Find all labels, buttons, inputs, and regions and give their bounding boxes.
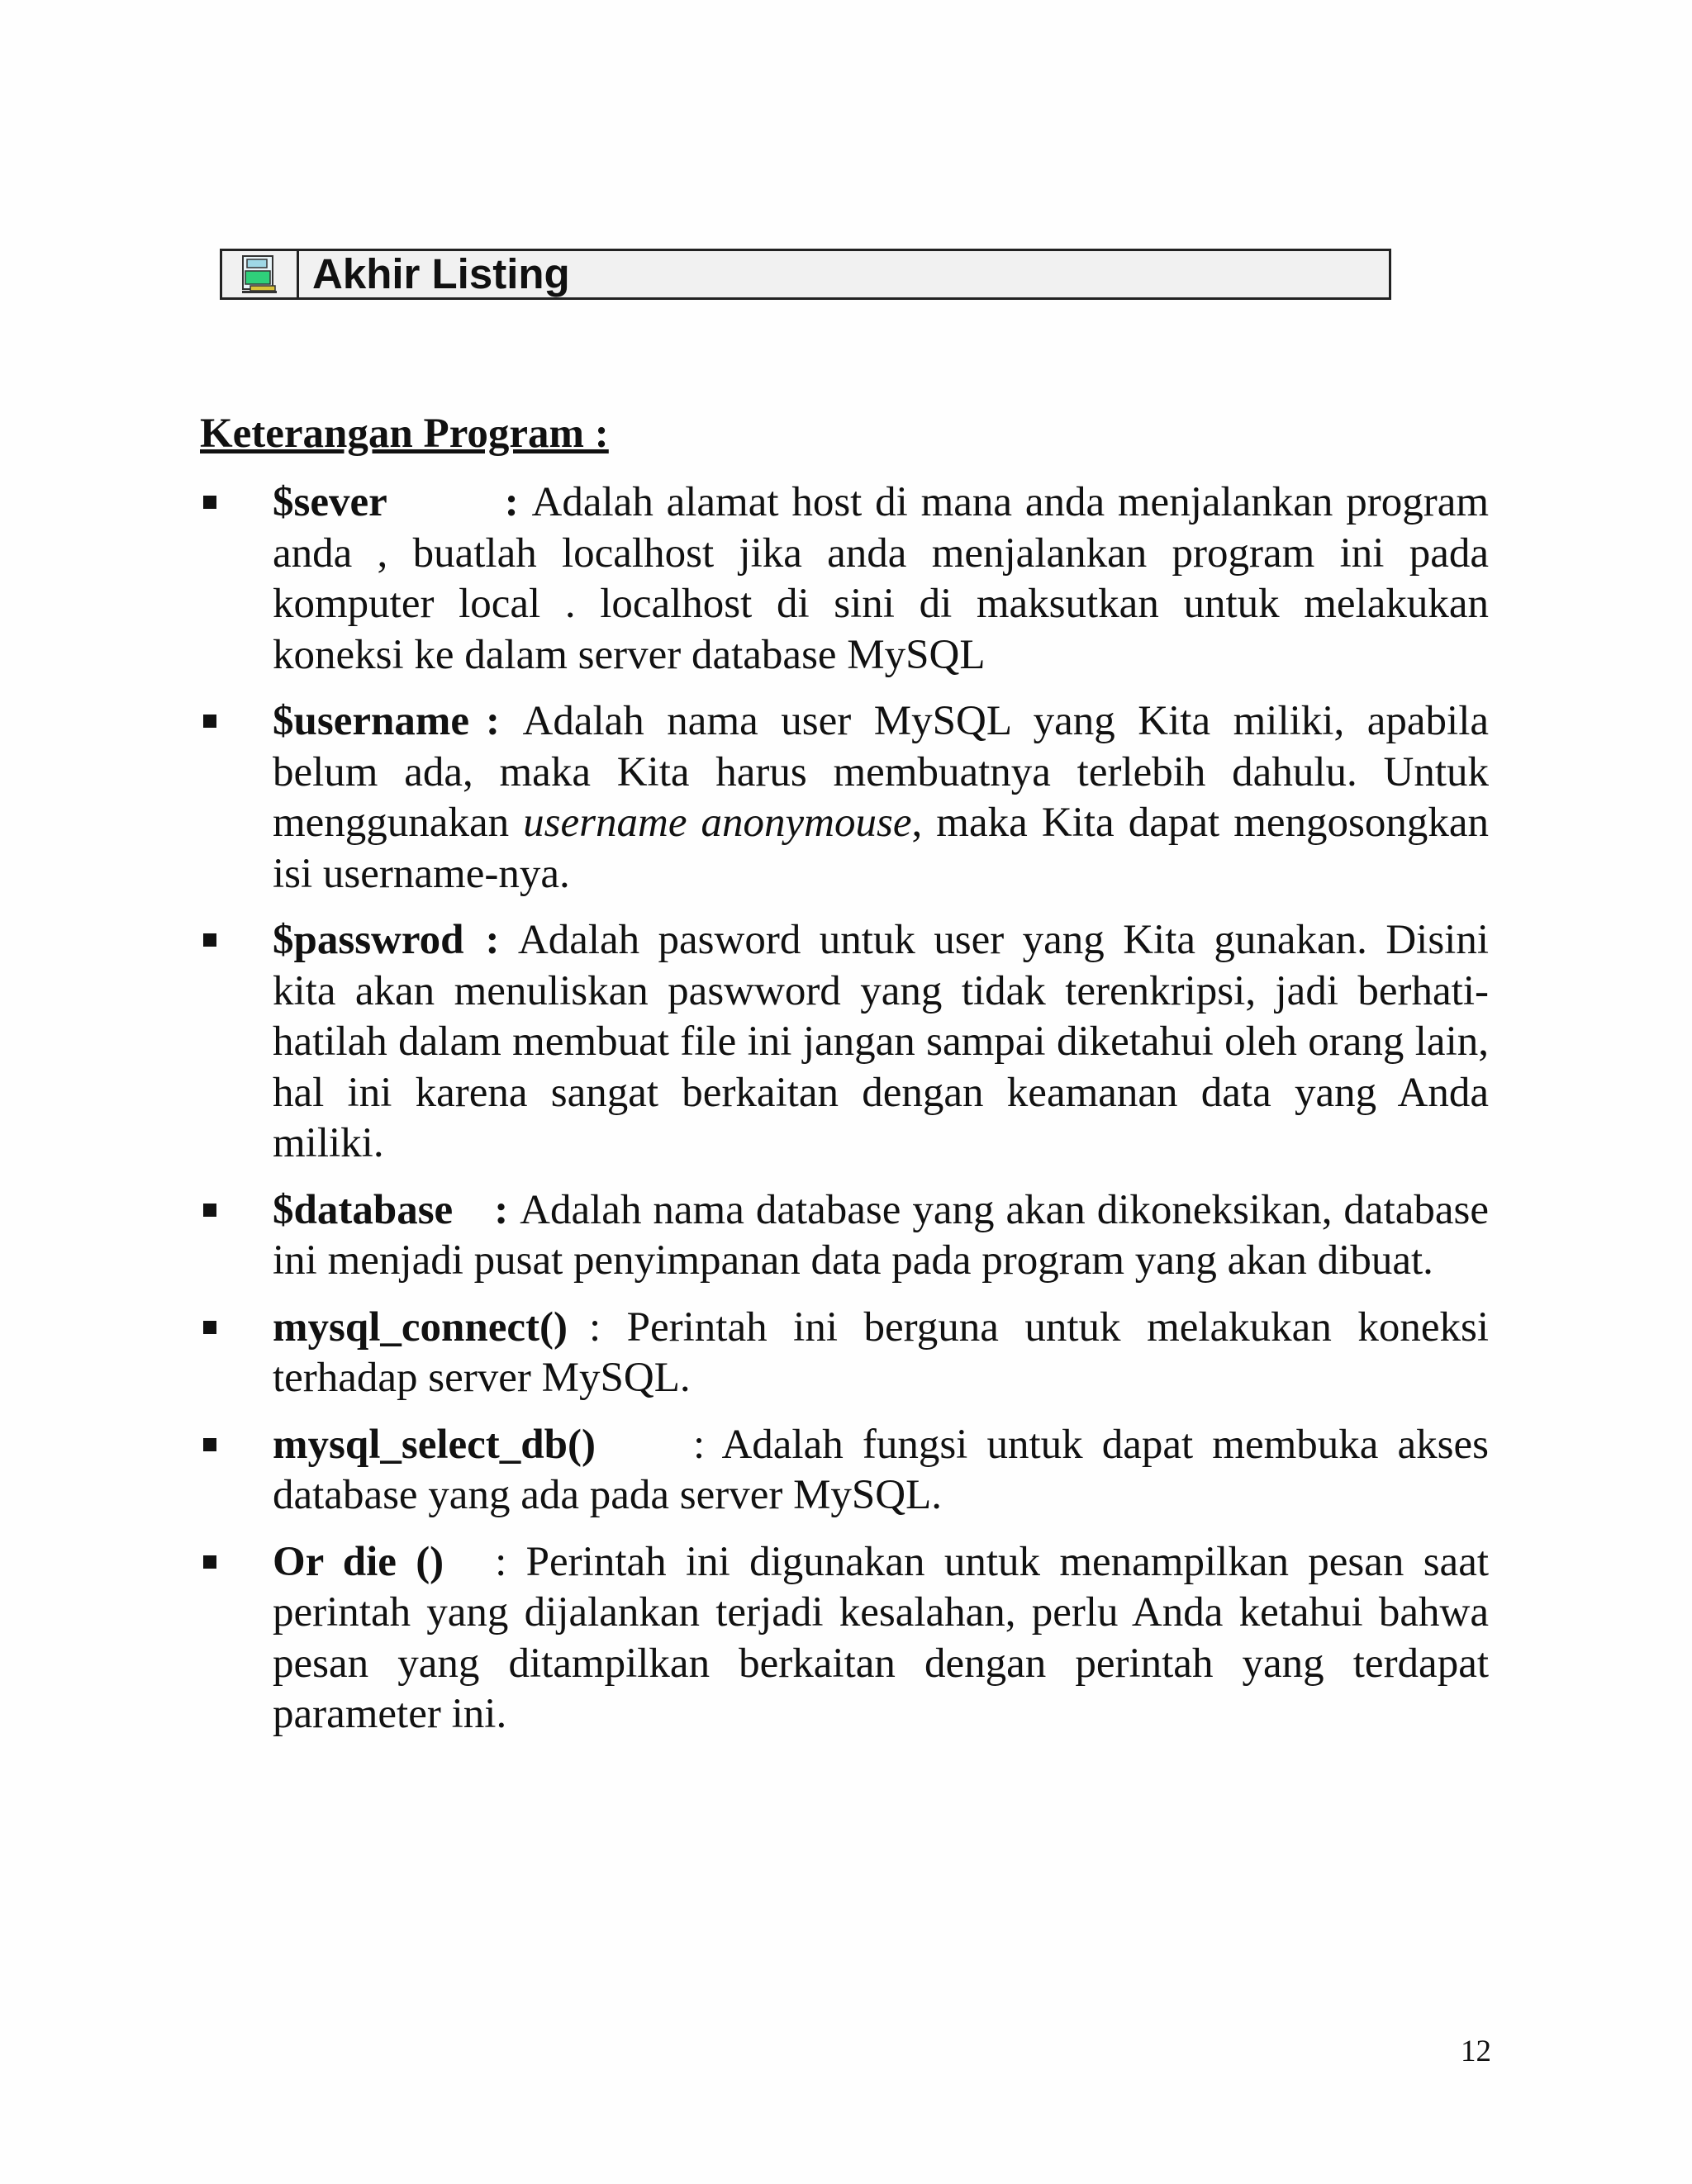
term-mysql-connect: mysql_connect() (273, 1303, 568, 1351)
list-item: $database : Adalah nama database yang akan dikoneksikan, database ini menjadi pusat penyimpanan data pada program yang akan dibuat. (200, 1185, 1489, 1287)
term-mysql-select-db: mysql_select_db() (273, 1421, 596, 1468)
square-bullet-icon (203, 1555, 216, 1569)
list-item: mysql_select_db() : Adalah fungsi untuk dapat membuka akses database yang ada pada server MySQL. (200, 1420, 1489, 1522)
program-notes-list (200, 477, 1489, 1756)
square-bullet-icon (203, 715, 216, 728)
list-item: mysql_connect() : Perintah ini berguna untuk melakukan koneksi terhadap server MySQL. (200, 1303, 1489, 1404)
square-bullet-icon (203, 1321, 216, 1334)
listing-title: Akhir Listing (312, 250, 570, 297)
item-description-end: , maka Kita dapat mengosongkan isi username-nya. (273, 800, 1490, 897)
square-bullet-icon (203, 1438, 216, 1451)
term-passwrod: $passwrod (273, 917, 464, 963)
list-item: $sever : Adalah alamat host di mana anda menjalankan program anda , buatlah localhost jika anda menjalankan program ini pada komputer local . localhost di sini di maksutkan untuk melakukan koneksi ke dalam server database MySQL (200, 477, 1489, 681)
list-item: $username : Adalah nama user MySQL yang Kita miliki, apabila belum ada, maka Kita harus membuatnya terlebih dahulu. Untuk menggunakan username anonymouse, maka Kita dapat mengosongkan isi username-nya. (200, 696, 1489, 900)
item-description: Perintah ini berguna untuk melakukan koneksi terhadap server MySQL. (273, 1303, 1490, 1401)
list-item: Or die () : Perintah ini digunakan untuk menampilkan pesan saat perintah yang dijalankan terjadi kesalahan, perlu Anda ketahui bahwa pesan yang ditampilkan berkaitan dengan perintah yang terdapat parameter ini. (200, 1537, 1489, 1740)
square-bullet-icon (203, 496, 216, 509)
listing-icon-cell (222, 251, 299, 297)
square-bullet-icon (203, 933, 216, 947)
list-item: $passwrod : Adalah pasword untuk user yang Kita gunakan. Disini kita akan menuliskan paswword yang tidak terenkripsi, jadi berhati-hatilah dalam membuat file ini jangan sampai diketahui oleh orang lain, hal ini karena sangat berkaitan dengan keamanan data yang Anda miliki. (200, 915, 1489, 1170)
page-number: 12 (1461, 2034, 1491, 2068)
floppy-disk-icon (240, 254, 278, 294)
item-description: Adalah fungsi untuk dapat membuka akses database yang ada pada server MySQL. (273, 1421, 1490, 1518)
item-description: Adalah alamat host di mana anda menjalankan program anda , buatlah localhost jika anda menjalankan program ini pada komputer local . localhost di sini di maksutkan untuk melakukan koneksi ke dalam server database MySQL (273, 479, 1489, 678)
term-or-die: Or die () (273, 1538, 444, 1585)
item-description: Adalah pasword untuk user yang Kita gunakan. Disini kita akan menuliskan paswword yang tidak terenkripsi, jadi berhati-hatilah dalam membuat file ini jangan sampai diketahui oleh orang lain, hal ini karena sangat berkaitan dengan keamanan data yang Anda miliki. (273, 917, 1490, 1166)
listing-end-banner (220, 249, 1391, 300)
term-username: $username (273, 698, 469, 744)
item-description: Perintah ini digunakan untuk menampilkan pesan saat perintah yang dijalankan terjadi kesalahan, perlu Anda ketahui bahwa pesan yang ditampilkan berkaitan dengan perintah yang terdapat parameter ini. (273, 1538, 1490, 1737)
item-description: Adalah nama user MySQL yang Kita miliki, apabila belum ada, maka Kita harus membuatnya terlebih dahulu. Untuk menggunakan (273, 698, 1490, 846)
square-bullet-icon (203, 1204, 216, 1217)
item-description: Adalah nama database yang akan dikoneksikan, database ini menjadi pusat penyimpanan data pada program yang akan dibuat. (273, 1186, 1489, 1284)
item-description-emphasis: username anonymouse (523, 800, 912, 846)
term-database: $database (273, 1186, 454, 1233)
term-sever: $sever (273, 479, 387, 525)
section-heading: Keterangan Program : (200, 411, 609, 457)
